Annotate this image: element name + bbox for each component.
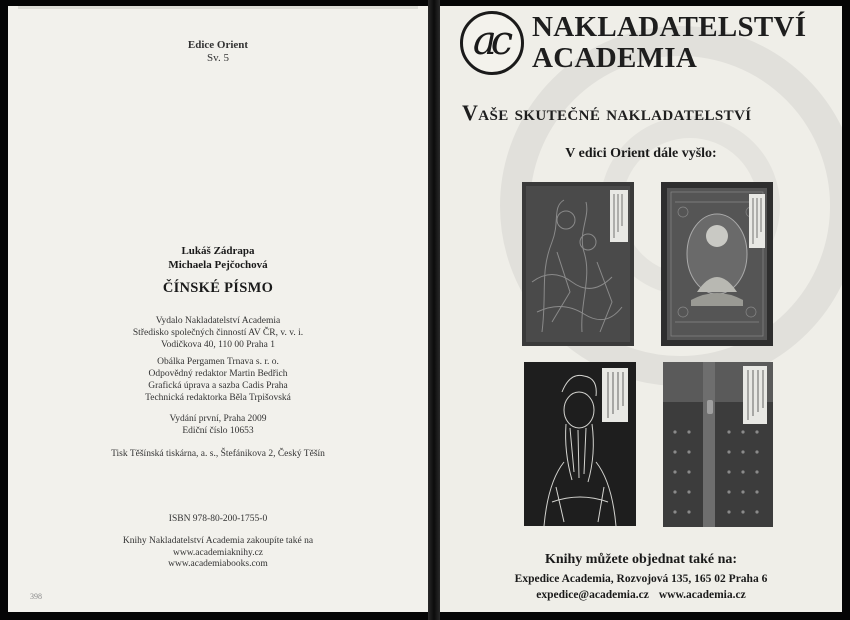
book-cover[interactable] [522,182,634,346]
edition-line: Ediční číslo 10653 [182,426,254,436]
credit-line: Technická redaktorka Běla Trpišovská [145,393,291,403]
authors [8,244,428,272]
cover-metal-door-icon [663,362,773,527]
credits-block [8,356,428,404]
logo-glyph: ac [472,18,508,64]
right-page [440,6,842,612]
credit-line: Obálka Pergamen Trnava s. r. o. [157,357,279,367]
book-cover[interactable] [663,362,773,527]
book-gutter [428,0,440,620]
book-title: ČÍNSKÉ PÍSMO [162,280,274,296]
series-heading: V edici Orient dále vyšlo: [565,146,717,161]
edition-line: Vydání první, Praha 2009 [169,414,267,424]
credit-line: Grafická úprava a sazba Cadis Praha [148,381,288,391]
shop-line: Knihy Nakladatelství Academia zakoupíte také na [122,536,314,546]
series-info [8,39,428,65]
shop-block [8,536,428,571]
publisher-name-line: NAKLADATELSTVÍ [532,11,807,43]
book-cover[interactable] [661,182,773,346]
order-contacts [440,588,842,603]
order-address: Expedice Academia, Rozvojová 135, 165 02 Praha 6 [514,573,768,585]
edition-block [8,413,428,437]
cover-dark-figures-icon [522,182,634,346]
bleed-through [18,6,418,9]
author-2: Michaela Pejčochová [168,259,268,271]
publisher-line: Vodičkova 40, 110 00 Praha 1 [161,340,275,350]
publisher-name [532,12,806,74]
series-name: Edice Orient [187,39,249,51]
author-1: Lukáš Zádrapa [181,245,255,257]
order-web[interactable]: www.academia.cz [658,589,746,601]
academia-logo-icon [460,11,524,75]
shop-link[interactable]: www.academiabooks.com [168,559,268,569]
left-page [8,6,428,612]
credit-line: Odpovědný redaktor Martin Bedřich [148,369,288,379]
isbn: ISBN 978-80-200-1755-0 [168,514,268,524]
order-heading: Knihy můžete objednat také na: [544,552,738,567]
order-email[interactable]: expedice@academia.cz [536,589,649,601]
shop-link[interactable]: www.academiaknihy.cz [172,547,264,558]
print-info: Tisk Těšínská tiskárna, a. s., Štefánikova 2, Český Těšín [111,449,325,459]
cover-buddha-thangka-icon [661,182,773,346]
publisher-line: Středisko společných činností AV ČR, v. v. i. [132,328,304,338]
order-info [440,551,842,603]
tagline: Vaše skutečné nakladatelství [462,100,752,125]
publisher-line: Vydalo Nakladatelství Academia [155,316,281,326]
publisher-name-line: ACADEMIA [532,42,698,74]
series-volume: Sv. 5 [207,52,229,64]
cover-sage-portrait-icon [524,362,636,526]
publisher-block [8,315,428,351]
book-cover[interactable] [524,362,636,526]
page-number: 398 [30,592,42,601]
